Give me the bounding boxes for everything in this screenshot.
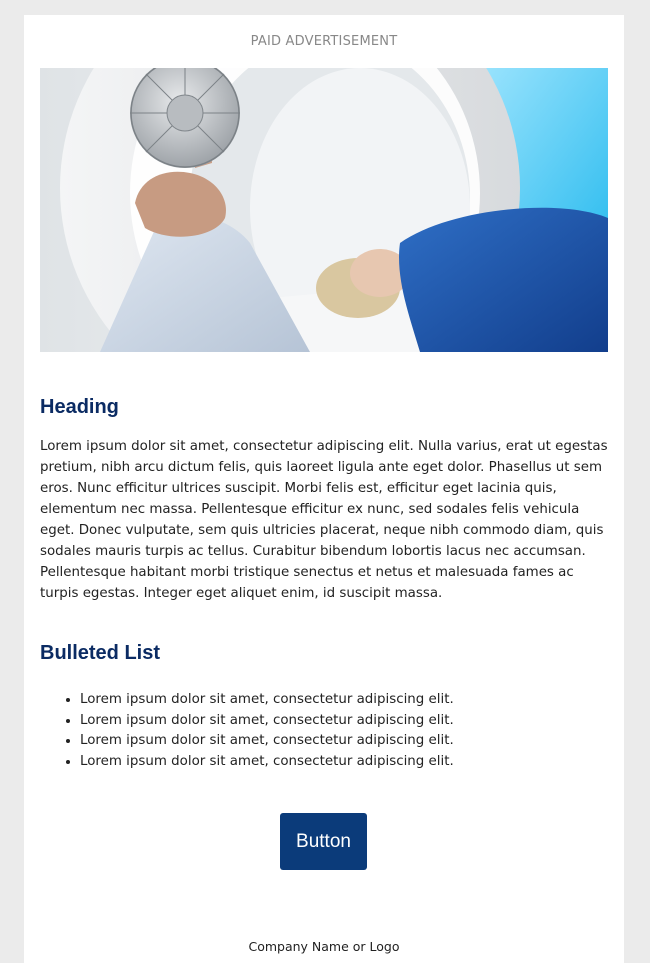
list-item: • Lorem ipsum dolor sit amet, consectetur adipiscing elit.	[80, 752, 640, 773]
company-name-footer: Company Name or Logo	[248, 939, 400, 954]
body-paragraph: Lorem ipsum dolor sit amet, consectetur adipiscing elit. Nulla varius, erat ut egestas pretium, nibh arcu dictum felis, quis laoreet ligula ante eget dolor. Phasellus ut sem eros. Nunc efficitur ultrices suscipit. Morbi felis est, efficitur eget lacinia quis, elementum nec massa. Pellentesque efficitur ex nunc, sed sodales felis vehicula eget. Donec vulputate, sem quis ultricies placerat, neque nibh commodo diam, quis sodales mauris turpis ac tellus. Curabitur bibendum lobortis lacus nec accumsan. Pellentesque habitant morbi tristique senectus et netus et malesuada fames ac turpis egestas. Integer eget aliquet enim, id suscipit massa.	[40, 439, 608, 601]
section-heading: Heading	[40, 396, 119, 418]
paid-advertisement-label: PAID ADVERTISEMENT	[250, 34, 398, 49]
list-item: • Lorem ipsum dolor sit amet, consectetur adipiscing elit.	[80, 690, 640, 711]
list-item: • Lorem ipsum dolor sit amet, consectetur adipiscing elit.	[80, 731, 640, 752]
mri-scanner-photo-icon	[40, 68, 608, 352]
hero-image	[40, 68, 608, 352]
cta-button[interactable]: Button	[280, 813, 367, 870]
bulleted-list	[40, 690, 640, 772]
list-item: • Lorem ipsum dolor sit amet, consectetur adipiscing elit.	[80, 711, 640, 732]
email-card	[24, 15, 624, 963]
bulleted-list-heading: Bulleted List	[40, 642, 161, 664]
